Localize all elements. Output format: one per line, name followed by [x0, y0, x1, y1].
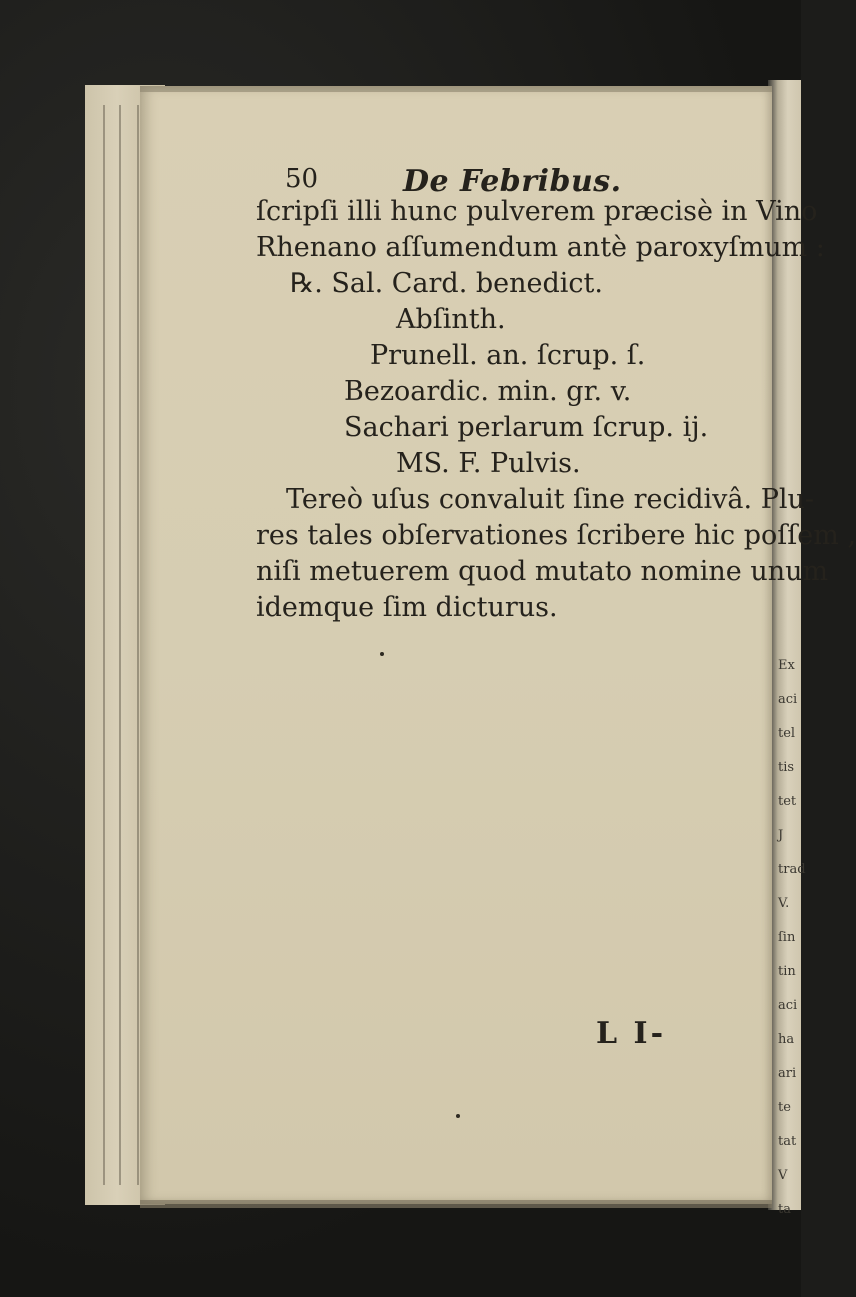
text-line: Sachari perlarum ſcrup. ij. [344, 412, 709, 443]
next-page-fragment: J [778, 828, 784, 843]
text-line: niſi metuerem quod mutato nomine unum [256, 556, 829, 587]
next-page-fragment: tel [778, 726, 796, 741]
next-page-fragment: aci [778, 998, 798, 1013]
next-page-fragment: V [778, 1168, 788, 1183]
next-page-fragment: Ex [778, 658, 795, 673]
text-line: idemque ſim dicturus. [256, 592, 558, 623]
page-bottom-edge [140, 1200, 772, 1208]
page-number: 50 [285, 164, 319, 194]
next-page-fragment: tat [778, 1134, 797, 1149]
next-page-fragment: ſin [778, 930, 796, 945]
text-line: Abſinth. [396, 304, 506, 335]
next-page-fragment: tin [778, 964, 796, 979]
next-page-fragment: tis [778, 760, 795, 775]
text-line: MS. F. Pulvis. [396, 448, 581, 479]
text-line: ℞. Sal. Card. benedict. [290, 268, 603, 299]
ink-speck [456, 1114, 460, 1118]
text-line: Prunell. an. ſcrup. ſ. [370, 340, 646, 371]
edge-rule [137, 105, 139, 1185]
running-title: De Febribus. [403, 164, 622, 199]
catchword: L I- [596, 1016, 667, 1051]
page-top-edge [140, 86, 772, 92]
ink-speck [380, 652, 384, 656]
next-page-fragment: ari [778, 1066, 797, 1081]
text-line: Rhenano aſſumendum antè paroxyſmum : [256, 232, 825, 263]
next-page-fragment: V. [778, 896, 790, 911]
next-page-fragment: te [778, 1100, 791, 1115]
edge-rule [119, 105, 121, 1185]
text-line: res tales obſervationes ſcribere hic poſſem , [256, 520, 856, 551]
text-line: ſcripſi illi hunc pulverem præcisè in Vino [256, 196, 818, 227]
next-page-fragment: ta [778, 1202, 791, 1217]
text-line: Bezoardic. min. gr. v. [344, 376, 632, 407]
next-page-fragment: aci [778, 692, 798, 707]
text-line: Tereò uſus convaluit ſine recidivâ. Plu- [286, 484, 815, 515]
edge-rule [103, 105, 105, 1185]
next-page-fragment: ha [778, 1032, 795, 1047]
next-page-fragment: trad [778, 862, 806, 877]
next-page-fragment: tet [778, 794, 797, 809]
